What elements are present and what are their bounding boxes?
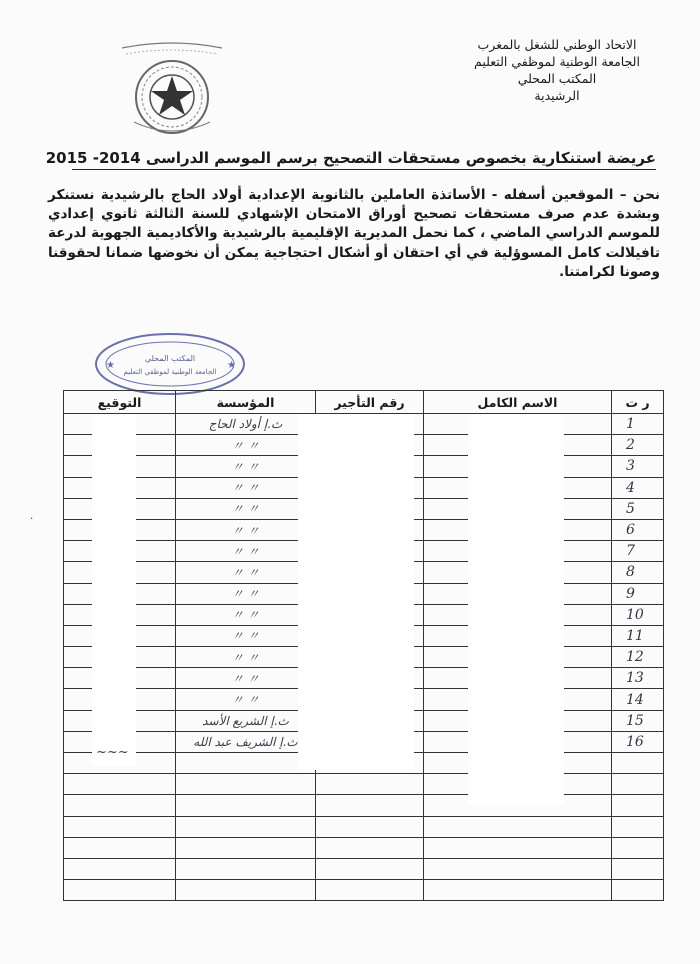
- empty-cell: [316, 837, 424, 858]
- row-number: 6: [612, 519, 664, 540]
- petition-body: [48, 186, 660, 282]
- star-icon: ★: [106, 360, 115, 371]
- empty-cell: [612, 753, 664, 774]
- row-number: 13: [612, 668, 664, 689]
- header-serial: ر ت: [612, 391, 664, 414]
- institution-cell: ث.إ الشريف عبد الله: [176, 731, 316, 752]
- empty-cell: [176, 795, 316, 816]
- institution-cell: 〃 〃: [176, 583, 316, 604]
- redaction-signatures: [92, 414, 136, 766]
- redaction-names: [468, 414, 564, 804]
- institution-cell: 〃 〃: [176, 625, 316, 646]
- empty-cell: [176, 753, 316, 774]
- empty-cell: [316, 816, 424, 837]
- header-institution: المؤسسة: [176, 391, 316, 414]
- header-line-2: الجامعة الوطنية لموظفي التعليم: [474, 54, 640, 69]
- row-number: 15: [612, 710, 664, 731]
- petition-text: نحن – الموقعين أسفله - الأساتذة العاملين بالثانوية الإعدادية أولاد الحاج بالرشيدية نستنكر وبشدة عدم صرف مستحقات تصحيح أوراق الامتحان الإشهادي للسنة الثالثة ثانوي إعدادي للموسم الدراسي الماضي ، كما نحمل المديرية الإقليمية بالرشيدية والأكاديمية الجهوية لدرعة تافيلالت كامل المسوؤلية في أي احتقان أو أشكال احتجاجية يمكن أن نخوضها ضمانا لحقوقنا وصونا لكرامتنا.: [48, 187, 660, 280]
- empty-cell: [424, 858, 612, 879]
- institution-cell: ث.إ أولاد الحاج: [176, 414, 316, 435]
- institution-cell: 〃 〃: [176, 541, 316, 562]
- empty-cell: [176, 880, 316, 901]
- empty-cell: [424, 880, 612, 901]
- stamp-line-2: الجامعة الوطنية لموظفي التعليم: [123, 368, 217, 376]
- row-number: 8: [612, 562, 664, 583]
- header-line-4: الرشيدية: [534, 88, 580, 103]
- redaction-payroll: [298, 414, 414, 770]
- institution-cell: ث.إ الشريع الأسد: [176, 710, 316, 731]
- empty-cell: [64, 880, 176, 901]
- header-signature: التوقيع: [64, 391, 176, 414]
- header-line-3: المكتب المحلي: [517, 71, 597, 86]
- empty-row: [64, 795, 664, 816]
- empty-cell: [612, 837, 664, 858]
- empty-cell: [612, 858, 664, 879]
- petition-title: عريضة استنكارية بخصوص مستحقات التصحيح برسم الموسم الدراسى 2014- 2015: [72, 149, 656, 170]
- empty-cell: [176, 816, 316, 837]
- empty-cell: [176, 837, 316, 858]
- institution-cell: 〃 〃: [176, 647, 316, 668]
- institution-cell: 〃 〃: [176, 477, 316, 498]
- empty-row: [64, 837, 664, 858]
- union-header: [442, 36, 672, 104]
- row-number: 16: [612, 731, 664, 752]
- header-payroll-number: رقم التأجير: [316, 391, 424, 414]
- row-number: 11: [612, 625, 664, 646]
- institution-cell: 〃 〃: [176, 498, 316, 519]
- empty-cell: [612, 774, 664, 795]
- row-number: 12: [612, 647, 664, 668]
- margin-mark: ·: [30, 514, 34, 525]
- empty-row: [64, 774, 664, 795]
- empty-cell: [316, 774, 424, 795]
- empty-row: [64, 816, 664, 837]
- row-number: 14: [612, 689, 664, 710]
- institution-cell: 〃 〃: [176, 562, 316, 583]
- header-full-name: الاسم الكامل: [424, 391, 612, 414]
- empty-cell: [316, 795, 424, 816]
- empty-cell: [612, 816, 664, 837]
- star-icon: ★: [227, 360, 236, 371]
- row-number: 1: [612, 414, 664, 435]
- row-number: 9: [612, 583, 664, 604]
- empty-cell: [64, 816, 176, 837]
- table-header-row: [64, 391, 664, 414]
- institution-cell: 〃 〃: [176, 519, 316, 540]
- empty-cell: [612, 795, 664, 816]
- office-stamp: [88, 324, 253, 399]
- empty-cell: [424, 837, 612, 858]
- institution-cell: 〃 〃: [176, 435, 316, 456]
- institution-cell: 〃 〃: [176, 604, 316, 625]
- empty-row: [64, 858, 664, 879]
- empty-row: [64, 880, 664, 901]
- row-number: 3: [612, 456, 664, 477]
- institution-cell: 〃 〃: [176, 456, 316, 477]
- empty-cell: [424, 816, 612, 837]
- row-number: 5: [612, 498, 664, 519]
- institution-cell: 〃 〃: [176, 668, 316, 689]
- row-number: 7: [612, 541, 664, 562]
- empty-cell: [316, 858, 424, 879]
- empty-cell: [316, 880, 424, 901]
- header-line-1: الاتحاد الوطني للشغل بالمغرب: [477, 37, 637, 52]
- row-number: 4: [612, 477, 664, 498]
- empty-cell: [176, 774, 316, 795]
- empty-cell: [64, 837, 176, 858]
- empty-cell: [64, 774, 176, 795]
- empty-cell: [64, 795, 176, 816]
- empty-cell: [612, 880, 664, 901]
- stamp-line-1: المكتب المحلي: [144, 354, 196, 363]
- row-number: 10: [612, 604, 664, 625]
- signature-scribble: ~~~: [96, 745, 129, 760]
- empty-cell: [64, 858, 176, 879]
- union-logo: [112, 40, 232, 140]
- row-number: 2: [612, 435, 664, 456]
- empty-cell: [176, 858, 316, 879]
- institution-cell: 〃 〃: [176, 689, 316, 710]
